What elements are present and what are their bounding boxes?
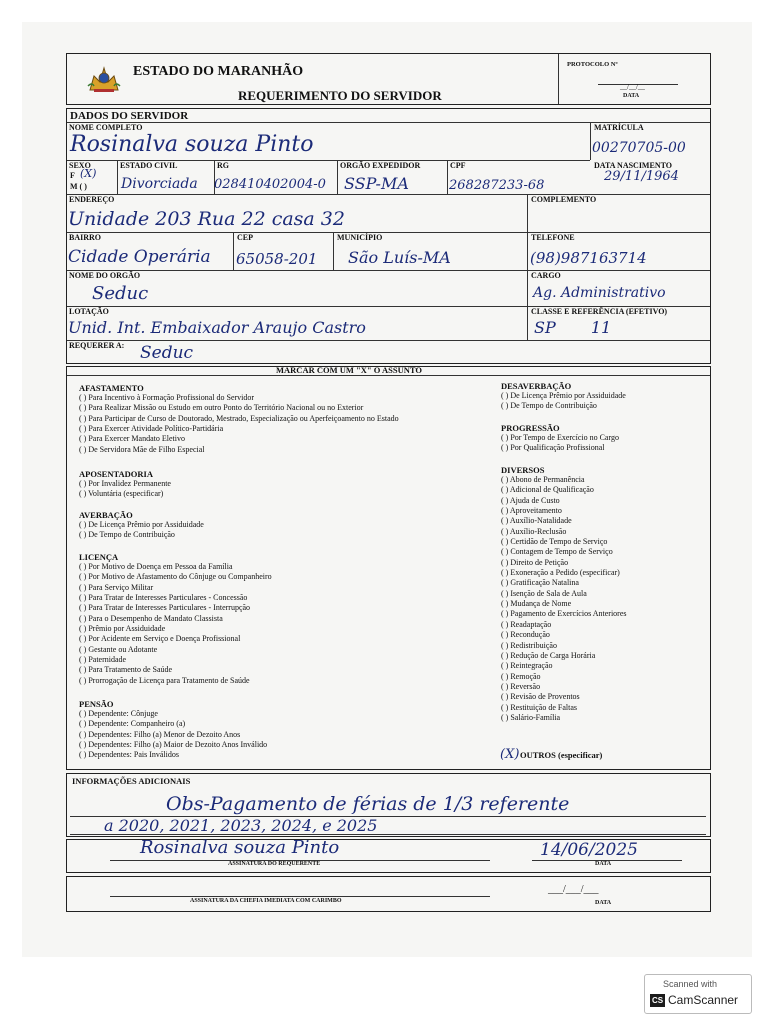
protocol-date-slash: __/__/__ xyxy=(620,83,645,91)
option-item[interactable]: ( ) Restituição de Faltas xyxy=(501,702,577,712)
requerente-signature: Rosinalva souza Pinto xyxy=(140,837,340,858)
option-item[interactable]: ( ) Revisão de Proventos xyxy=(501,692,580,702)
option-item[interactable]: ( ) Redução de Carga Horária xyxy=(501,650,596,660)
option-item[interactable]: ( ) Abono de Permanência xyxy=(501,475,585,484)
estado-civil-value: Divorciada xyxy=(121,176,198,192)
option-item[interactable]: ( ) Dependente: Companheiro (a) xyxy=(79,719,186,729)
data-nasc-label: DATA NASCIMENTO xyxy=(594,161,673,170)
option-item[interactable]: ( ) Para Participar de Curso de Doutorado, Mestrado, Especialização ou Aperfeiçoamento no Estado xyxy=(79,413,399,423)
option-item[interactable]: ( ) Para Realizar Missão ou Estudo em outro Ponto do Território Nacional ou no Exterior xyxy=(79,403,364,413)
requerente-date: 14/06/2025 xyxy=(540,840,638,860)
section-aposentadoria-items xyxy=(79,479,171,500)
option-item[interactable]: ( ) Adicional de Qualificação xyxy=(501,485,594,495)
option-item[interactable]: ( ) De Licença Prêmio por Assiduidade xyxy=(79,520,204,529)
option-item[interactable]: ( ) Readaptação xyxy=(501,619,552,629)
option-item[interactable]: ( ) Por Acidente em Serviço e Doença Profissional xyxy=(79,634,241,644)
option-item[interactable]: ( ) Reversão xyxy=(501,681,541,691)
lotacao-label: LOTAÇÃO xyxy=(69,307,109,316)
option-item[interactable]: ( ) Para Tratamento de Saúde xyxy=(79,665,173,675)
telefone-label: TELEFONE xyxy=(531,233,575,242)
bairro-value: Cidade Operária xyxy=(68,247,211,267)
section-licenca-items xyxy=(79,562,272,686)
option-item[interactable]: ( ) Para Tratar de Interesses Particulares - Interrupção xyxy=(79,603,251,613)
lotacao-value: Unid. Int. Embaixador Araujo Castro xyxy=(68,318,366,337)
orgao-label: NOME DO ORGÃO xyxy=(69,271,141,280)
cpf-value: 268287233-68 xyxy=(449,178,545,193)
data-nasc-value: 29/11/1964 xyxy=(604,169,679,184)
option-item[interactable]: ( ) Voluntária (especificar) xyxy=(79,489,164,499)
section-averbacao-title: AVERBAÇÃO xyxy=(79,510,133,520)
requerer-value: Seduc xyxy=(140,343,194,363)
scanner-brand: CamScanner xyxy=(668,993,739,1007)
sexo-label: SEXO xyxy=(69,161,91,170)
option-item[interactable]: ( ) Aproveitamento xyxy=(501,506,562,516)
option-item[interactable]: ( ) Gratificação Natalina xyxy=(501,578,579,588)
classe-value: SP 11 xyxy=(534,318,612,337)
requerer-label: REQUERER A: xyxy=(69,341,125,350)
camscanner-logo-icon: CS xyxy=(651,996,664,1005)
orgao-expedidor-value: SSP-MA xyxy=(344,174,409,193)
option-item[interactable]: ( ) Por Motivo de Doença em Pessoa da Família xyxy=(79,562,233,571)
sexo-m: M ( ) xyxy=(70,182,87,191)
camscanner-watermark xyxy=(644,974,752,1014)
option-item[interactable]: ( ) Para Tratar de Interesses Particulares - Concessão xyxy=(79,593,248,603)
municipio-label: MUNICÍPIO xyxy=(337,233,383,242)
section-progressao-title: PROGRESSÃO xyxy=(501,423,560,433)
option-item[interactable]: ( ) Isenção de Sala de Aula xyxy=(501,588,587,598)
assunto-title: MARCAR COM UM "X" O ASSUNTO xyxy=(276,365,422,375)
section-diversos-items xyxy=(501,475,627,723)
option-item[interactable]: ( ) Por Invalidez Permanente xyxy=(79,479,171,488)
option-item[interactable]: ( ) Pagamento de Exercícios Anteriores xyxy=(501,609,627,619)
endereco-value: Unidade 203 Rua 22 casa 32 xyxy=(68,208,345,230)
bairro-label: BAIRRO xyxy=(69,233,102,242)
option-item[interactable]: ( ) De Tempo de Contribuição xyxy=(79,530,175,540)
servidor-section-title: DADOS DO SERVIDOR xyxy=(70,110,189,122)
info-title: INFORMAÇÕES ADICIONAIS xyxy=(72,776,191,786)
protocol-label: PROTOCOLO Nº xyxy=(567,61,618,68)
orgao-expedidor-label: ORGÃO EXPEDIDOR xyxy=(340,161,421,170)
sexo-f: F xyxy=(70,171,75,180)
cargo-value: Ag. Administrativo xyxy=(533,285,666,301)
municipio-value: São Luís-MA xyxy=(348,248,451,267)
complemento-label: COMPLEMENTO xyxy=(531,195,597,204)
section-desaverbacao-items xyxy=(501,391,626,412)
option-item[interactable]: ( ) Certidão de Tempo de Serviço xyxy=(501,537,608,547)
estado-civil-label: ESTADO CIVIL xyxy=(120,161,178,170)
option-item[interactable]: ( ) Ajuda de Custo xyxy=(501,495,560,505)
option-item[interactable]: ( ) Auxílio-Reclusão xyxy=(501,526,567,536)
cep-value: 65058-201 xyxy=(236,250,318,268)
protocol-date-label: DATA xyxy=(623,93,640,99)
option-item[interactable]: ( ) Reintegração xyxy=(501,661,553,671)
sexo-f-mark: (X) xyxy=(80,167,97,180)
option-item[interactable]: ( ) Paternidade xyxy=(79,655,127,665)
option-item[interactable]: ( ) Dependentes: Pais Inválidos xyxy=(79,750,179,760)
option-item[interactable]: ( ) Prêmio por Assiduidade xyxy=(79,624,166,634)
nome-label: NOME COMPLETO xyxy=(69,123,143,132)
state-name: ESTADO DO MARANHÃO xyxy=(133,64,304,79)
option-item[interactable]: ( ) Para Incentivo à Formação Profissional do Servidor xyxy=(79,393,255,402)
option-item[interactable]: ( ) Por Qualificação Profissional xyxy=(501,443,605,453)
orgao-value: Seduc xyxy=(92,283,149,304)
section-desaverbacao-title: DESAVERBAÇÃO xyxy=(501,381,572,391)
option-item[interactable]: ( ) Salário-Família xyxy=(501,712,561,722)
state-coat-of-arms-icon xyxy=(86,60,122,96)
option-item[interactable]: ( ) De Tempo de Contribuição xyxy=(501,401,597,411)
requerente-label: ASSINATURA DO REQUERENTE xyxy=(228,861,321,867)
option-item[interactable]: ( ) Auxílio-Natalidade xyxy=(501,516,572,526)
option-item[interactable]: ( ) Redistribuição xyxy=(501,640,557,650)
cargo-label: CARGO xyxy=(531,271,561,280)
outros-label: OUTROS (especificar) xyxy=(520,750,603,760)
option-item[interactable]: ( ) Dependentes: Filho (a) Maior de Dezoito Anos Inválido xyxy=(79,740,268,750)
chefia-box xyxy=(66,876,711,912)
chefia-date-label: DATA xyxy=(595,900,612,906)
section-diversos-title: DIVERSOS xyxy=(501,465,545,475)
option-item[interactable]: ( ) Dependentes: Filho (a) Menor de Dezoito Anos xyxy=(79,729,241,739)
outros-mark[interactable]: (X) xyxy=(500,747,520,762)
option-item[interactable]: ( ) Prorrogação de Licença para Tratamento de Saúde xyxy=(79,675,250,685)
section-progressao-items xyxy=(501,433,619,454)
option-item[interactable]: ( ) Para Serviço Militar xyxy=(79,582,154,592)
option-item[interactable]: ( ) De Licença Prêmio por Assiduidade xyxy=(501,391,626,400)
section-averbacao-items xyxy=(79,520,204,541)
form-title: REQUERIMENTO DO SERVIDOR xyxy=(238,88,442,103)
rg-value: 028410402004-0 xyxy=(214,177,326,192)
info-line2: a 2020, 2021, 2023, 2024, e 2025 xyxy=(104,816,378,835)
option-item[interactable]: ( ) Direito de Petição xyxy=(501,557,569,567)
chefia-date-slash: ___/___/___ xyxy=(548,884,599,895)
option-item[interactable]: ( ) Mudança de Nome xyxy=(501,599,572,609)
scanner-caption: Scanned with xyxy=(663,979,718,989)
section-pensao-title: PENSÃO xyxy=(79,699,114,709)
option-item[interactable]: ( ) Recondução xyxy=(501,630,550,640)
endereco-label: ENDEREÇO xyxy=(69,195,115,204)
telefone-value: (98)987163714 xyxy=(530,249,647,267)
option-item[interactable]: ( ) Por Tempo de Exercício no Cargo xyxy=(501,433,620,442)
option-item[interactable]: ( ) Exoneração a Pedido (especificar) xyxy=(501,568,620,578)
section-pensao-items xyxy=(79,709,267,761)
option-item[interactable]: ( ) Remoção xyxy=(501,671,541,681)
section-afastamento-title: AFASTAMENTO xyxy=(79,383,144,393)
option-item[interactable]: ( ) Para o Desempenho de Mandato Classista xyxy=(79,613,223,623)
nome-value: Rosinalva souza Pinto xyxy=(70,132,314,157)
option-item[interactable]: ( ) Contagem de Tempo de Serviço xyxy=(501,547,613,557)
classe-label: CLASSE E REFERÊNCIA (EFETIVO) xyxy=(531,307,668,316)
section-aposentadoria-title: APOSENTADORIA xyxy=(79,469,153,479)
option-item[interactable]: ( ) Para Exercer Mandato Eletivo xyxy=(79,434,185,444)
matricula-value: 00270705-00 xyxy=(592,140,686,156)
option-item[interactable]: ( ) Dependente: Cônjuge xyxy=(79,709,158,718)
section-licenca-title: LICENÇA xyxy=(79,552,119,562)
info-line1: Obs-Pagamento de férias de 1/3 referente xyxy=(166,793,570,815)
requerente-date-label: DATA xyxy=(595,861,612,867)
cep-label: CEP xyxy=(237,233,253,242)
option-item[interactable]: ( ) Para Exercer Atividade Político-Partidária xyxy=(79,424,224,434)
section-afastamento-items xyxy=(79,393,399,455)
option-item[interactable]: ( ) Por Motivo de Afastamento do Cônjuge ou Companheiro xyxy=(79,572,272,582)
chefia-label: ASSINATURA DA CHEFIA IMEDIATA COM CARIMBO xyxy=(190,898,342,904)
option-item[interactable]: ( ) Gestante ou Adotante xyxy=(79,644,158,654)
matricula-label: MATRÍCULA xyxy=(594,123,644,132)
rg-label: RG xyxy=(217,161,229,170)
option-item[interactable]: ( ) De Servidora Mãe de Filho Especial xyxy=(79,444,205,454)
cpf-label: CPF xyxy=(450,161,466,170)
